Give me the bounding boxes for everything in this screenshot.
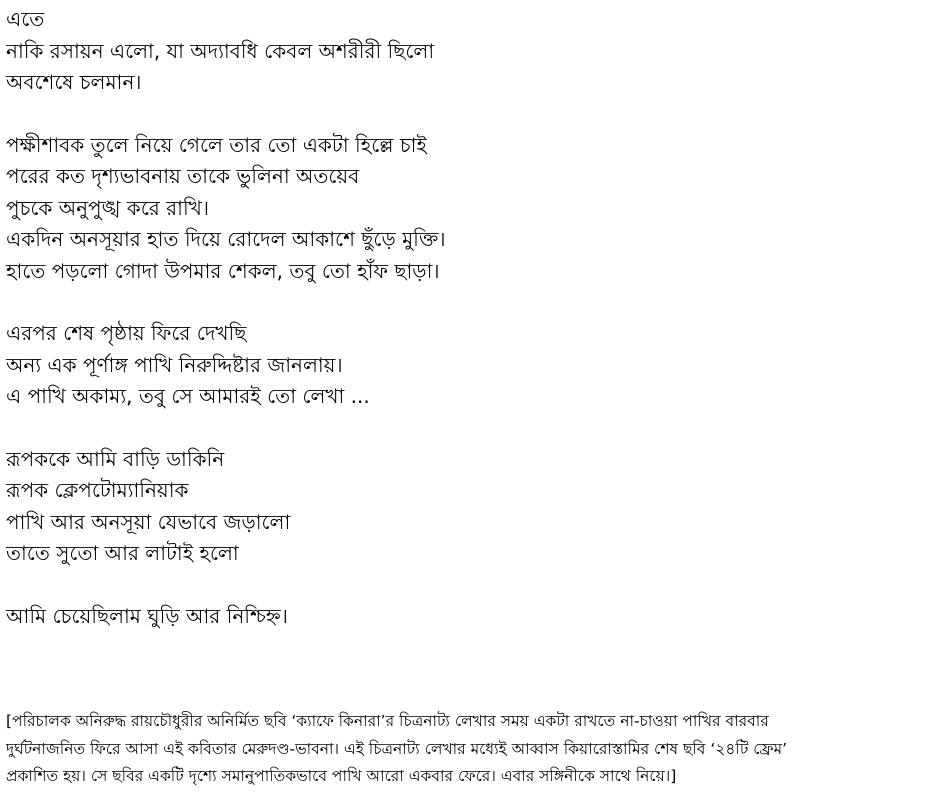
stanza-3 [6, 318, 931, 413]
poem-line: পাখি আর অনসূয়া যেভাবে জড়ালো [6, 509, 291, 534]
footnote-line: দুর্ঘটনাজনিত ফিরে আসা এই কবিতার মেরুদণ্ড-ভাবনা। এই চিত্রনাট্য লেখার মধ্যেই আব্বাস কিয়ারোস্তামির শেষ ছবি ‘২৪টি ফ্রেম’ [6, 739, 788, 758]
poem-line: আমি চেয়েছিলাম ঘুড়ি আর নিশ্চিহ্ন। [6, 603, 288, 628]
poem-line: হাতে পড়লো গোদা উপমার শেকল, তবু তো হাঁফ ছাড়া। [6, 258, 440, 283]
stanza-1 [6, 4, 931, 99]
poem-line: রূপককে আমি বাড়ি ডাকিনি [6, 446, 225, 471]
stanza-4 [6, 444, 931, 570]
poem-line: এ পাখি অকাম্য, তবু সে আমারই তো লেখা ... [6, 384, 370, 408]
poem-line: এতে [6, 7, 45, 31]
poem-line: রূপক ক্লেপটোম্যানিয়াক [6, 478, 189, 502]
footnote [6, 708, 934, 791]
poem [6, 4, 931, 663]
poem-line: অন্য এক পূর্ণাঙ্গ পাখি নিরুদ্দিষ্টার জানলায়। [6, 352, 343, 377]
poem-line: পরের কত দৃশ্যভাবনায় তাকে ভুলিনা অতয়েব [6, 164, 360, 188]
stanza-2 [6, 130, 931, 288]
poem-line: এরপর শেষ পৃষ্ঠায় ফিরে দেখছি [6, 321, 247, 345]
poem-line: নাকি রসায়ন এলো, যা অদ্যাবধি কেবল অশরীরী ছিলো [6, 38, 435, 63]
poem-line: অবশেষে চলমান। [6, 70, 142, 94]
stanza-5 [6, 601, 931, 633]
footnote-line: [পরিচালক অনিরুদ্ধ রায়চৌধুরীর অনির্মিত ছবি ‘ক্যাফে কিনারা’র চিত্রনাট্য লেখার সময় একটা রাখতে না-চাওয়া পাখির বারবার [6, 712, 769, 730]
poem-line: পক্ষীশাবক তুলে নিয়ে গেলে তার তো একটা হিল্লে চাই [6, 132, 427, 157]
footnote-line: প্রকাশিত হয়। সে ছবির একটি দৃশ্যে সমানুপাতিকভাবে পাখি আরো একবার ফেরে। এবার সঙ্গিনীকে সাথে নিয়ে।] [6, 767, 677, 785]
poem-line: একদিন অনসূয়ার হাত দিয়ে রোদেল আকাশে ছুঁড়ে মুক্তি। [6, 227, 446, 251]
poem-line: পুচকে অনুপুঙ্খ করে রাখি। [6, 195, 209, 220]
poem-line: তাতে সুতো আর লাটাই হলো [6, 541, 239, 565]
